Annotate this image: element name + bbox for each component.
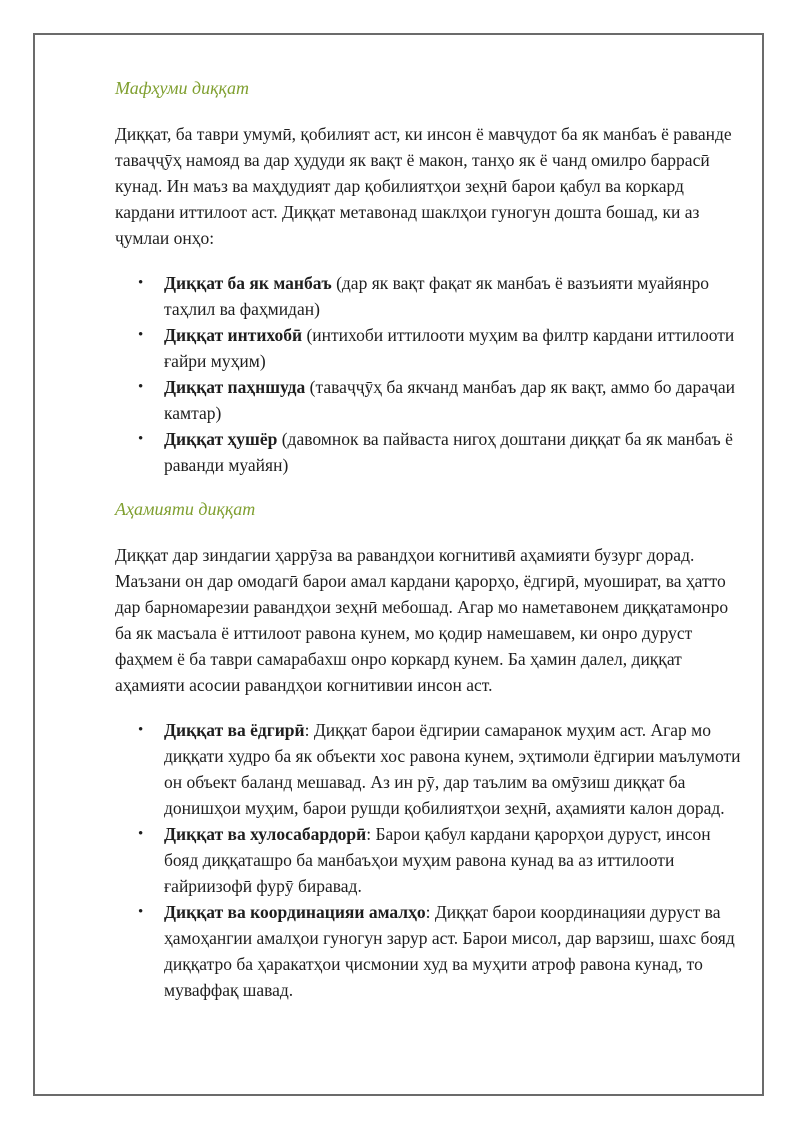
section-heading-concept: Мафҳуми диққат <box>115 78 249 98</box>
list-item-term: Диққат ба як манбаъ <box>164 273 332 293</box>
section-paragraph-concept: Диққат, ба таври умумӣ, қобилият аст, ки инсон ё мавҷудот ба як манбаъ ё раванде таваҷҷӯҳ намояд ва дар ҳудуди як вақт ё макон, танҳо як ё чанд омилро баррасӣ кунад. Ин маъз ва маҳдудият дар қобилиятҳои зеҳнӣ барои қабул ва коркард кардани иттилоот аст. Диққат метавонад шаклҳои гуногун дошта бошад, ки аз ҷумлаи онҳо: <box>115 124 732 248</box>
list-item <box>115 899 745 1003</box>
list-item-text: (интихоби иттилооти муҳим ва филтр кардани иттилооти ғайри муҳим) <box>164 325 735 371</box>
list-item-term: Диққат паҳншуда <box>164 377 306 397</box>
bullet-icon: • <box>138 722 144 738</box>
list-item-text: : Диққат барои координацияи дуруст ва ҳамоҳангии амалҳои гуногун зарур аст. Барои мисол, дар варзиш, шахс бояд диққатро ба ҳаракатҳои ҷисмонии худ ва муҳити атроф равона кунад, то муваффақ шавад. <box>164 902 735 1000</box>
list-item-term: Диққат ва хулосабардорӣ <box>164 824 367 844</box>
list-item-text: : Диққат барои ёдгирии самаранок муҳим аст. Агар мо диққати худро ба як объекти хос равона кунем, эҳтимоли ёдгирии маълумоти он объект баланд мешавад. Аз ин рӯ, дар таълим ва омӯзиш диққат ба донишҳои муҳим, барои рушди қобилиятҳои зеҳнӣ, аҳамияти калон дорад. <box>164 720 741 818</box>
list-item-term: Диққат интихобӣ <box>164 325 303 345</box>
section-paragraph-importance: Диққат дар зиндагии ҳаррӯза ва равандҳои когнитивӣ аҳамияти бузург дорад. Маъзани он дар омодагӣ барои амал кардани қарорҳо, ёдгирӣ, муошират, ва ҳатто дар барномарезии равандҳои зеҳнӣ мебошад. Агар мо наметавонем диққатамонро ба як масъала ё иттилоот равона кунем, мо қодир намешавем, ки онро дуруст фаҳмем ё ба таври самарабахш онро коркард кунем. Ба ҳамин далел, диққат аҳамияти асосии равандҳои когнитивии инсон аст. <box>115 545 729 695</box>
bullet-icon: • <box>138 379 144 395</box>
bullet-icon: • <box>138 431 144 447</box>
bullet-icon: • <box>138 327 144 343</box>
list-item <box>115 821 745 899</box>
list-item <box>115 426 745 478</box>
attention-types-list <box>115 270 745 478</box>
importance-list <box>115 717 745 1003</box>
section-heading-importance: Аҳамияти диққат <box>115 499 256 519</box>
bullet-icon: • <box>138 904 144 920</box>
list-item-text: (дар як вақт фақат як манбаъ ё вазъияти муайянро таҳлил ва фаҳмидан) <box>164 273 710 319</box>
document-body <box>115 75 745 1003</box>
list-item-term: Диққат ҳушёр <box>164 429 278 449</box>
list-item-text: : Барои қабул кардани қарорҳои дуруст, инсон бояд диққаташро ба манбаъҳои муҳим равона кунад ва аз иттилооти ғайриизофӣ фурӯ биравад. <box>164 824 711 896</box>
list-item <box>115 374 745 426</box>
list-item-term: Диққат ва координацияи амалҳо <box>164 902 426 922</box>
list-item-text: (давомнок ва пайваста нигоҳ доштани диққат ба як манбаъ ё раванди муайян) <box>164 429 733 475</box>
list-item <box>115 322 745 374</box>
list-item-text: (таваҷҷӯҳ ба якчанд манбаъ дар як вақт, аммо бо дараҷаи камтар) <box>164 377 735 423</box>
bullet-icon: • <box>138 826 144 842</box>
bullet-icon: • <box>138 275 144 291</box>
list-item <box>115 270 745 322</box>
list-item-term: Диққат ва ёдгирӣ <box>164 720 305 740</box>
list-item <box>115 717 745 821</box>
